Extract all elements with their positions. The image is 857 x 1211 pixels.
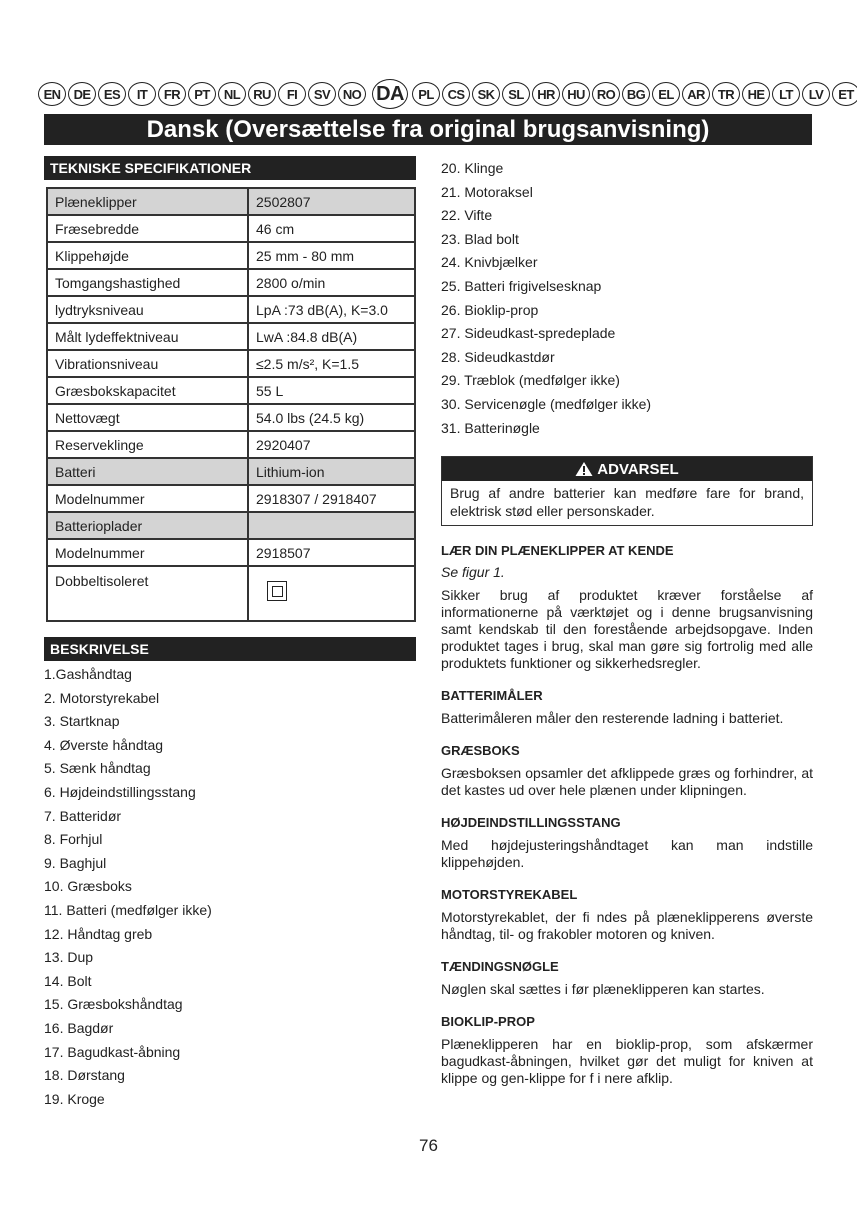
spec-label: Græsbokskapacitet: [47, 377, 248, 404]
spec-label: Fræsebredde: [47, 215, 248, 242]
list-item: 16. Bagdør: [44, 1019, 114, 1036]
lang-sv[interactable]: SV: [308, 82, 336, 106]
figure-reference: Se figur 1.: [441, 564, 505, 580]
list-item: 20. Klinge: [441, 160, 504, 176]
table-row: [47, 242, 415, 269]
warning-header: [442, 457, 812, 481]
spec-value: 54.0 lbs (24.5 kg): [248, 404, 415, 431]
page-number: 76: [419, 1136, 438, 1155]
lang-el[interactable]: EL: [652, 82, 680, 106]
spec-label: lydtryksniveau: [47, 296, 248, 323]
spec-value: 46 cm: [248, 215, 415, 242]
table-row: [47, 431, 415, 458]
table-row: [47, 512, 415, 539]
lang-it[interactable]: IT: [128, 82, 156, 106]
spec-value: 2920407: [248, 431, 415, 458]
spec-value: LpA :73 dB(A), K=3.0: [248, 296, 415, 323]
spec-label: Reserveklinge: [47, 431, 248, 458]
warning-text: Brug af andre batterier kan medføre fare for brand, elektrisk stød eller personskader.: [450, 485, 804, 519]
warning-icon: [575, 461, 593, 477]
lang-hu[interactable]: HU: [562, 82, 590, 106]
lang-sl[interactable]: SL: [502, 82, 530, 106]
list-item: 6. Højdeindstillingsstang: [44, 783, 196, 800]
section-heading: GRÆSBOKS: [441, 743, 520, 758]
list-item: 31. Batterinøgle: [441, 419, 540, 436]
section-heading: BIOKLIP-PROP: [441, 1014, 535, 1029]
lang-lt[interactable]: LT: [772, 82, 800, 106]
section-text: Motorstyrekablet, der fi ndes på plæneklipperens øverste håndtag, til- og frakobler motoren og kniven.: [441, 909, 813, 942]
lang-tr[interactable]: TR: [712, 82, 740, 106]
list-item: 25. Batteri frigivelsesknap: [441, 277, 602, 294]
list-item: 14. Bolt: [44, 972, 92, 989]
list-item: 8. Forhjul: [44, 831, 103, 848]
specs-table: [46, 187, 416, 622]
list-item: 11. Batteri (medfølger ikke): [44, 901, 212, 918]
table-row: [47, 350, 415, 377]
spec-label: Tomgangshastighed: [47, 269, 248, 296]
section-heading: MOTORSTYREKABEL: [441, 887, 578, 902]
features-section: [441, 543, 813, 1087]
spec-label: Batteri: [47, 458, 248, 485]
section-text: Batterimåleren måler den resterende ladning i batteriet.: [441, 710, 784, 726]
lang-ar[interactable]: AR: [682, 82, 710, 106]
double-insulated-icon: [267, 581, 287, 601]
list-item: 22. Vifte: [441, 207, 493, 224]
section-heading: HØJDEINDSTILLINGSSTANG: [441, 815, 621, 830]
parts-list-continued: [441, 158, 651, 441]
spec-value: 2800 o/min: [248, 269, 415, 296]
list-item: 29. Træblok (medfølger ikke): [441, 372, 620, 389]
table-row: [47, 404, 415, 431]
table-row: [47, 377, 415, 404]
spec-value: 2918307 / 2918407: [248, 485, 415, 512]
description-header: BESKRIVELSE: [44, 637, 416, 661]
lang-et[interactable]: ET: [832, 82, 857, 106]
list-item: 30. Servicenøgle (medfølger ikke): [441, 395, 652, 412]
lang-da-active[interactable]: DA: [372, 79, 408, 109]
parts-list: [44, 664, 212, 1112]
list-item: 4. Øverste håndtag: [44, 736, 164, 753]
spec-value: [248, 566, 415, 621]
list-item: 10. Græsboks: [44, 878, 132, 895]
spec-label: Modelnummer: [47, 539, 248, 566]
list-item: 12. Håndtag greb: [44, 925, 153, 942]
spec-value: [248, 512, 415, 539]
list-item: 13. Dup: [44, 949, 94, 966]
list-item: 3. Startknap: [44, 713, 120, 730]
lang-pt[interactable]: PT: [188, 82, 216, 106]
spec-label: Modelnummer: [47, 485, 248, 512]
know-text: Sikker brug af produktet kræver forståelse af informationerne på værktøjet og i denne brugsanvisning samt kendskab til den forestående arbejdsopgave. Inden produktet tages i brug, skal man gøre sig fortrolig med alle produktets funktioner og sikkerhedsregler.: [441, 587, 813, 671]
list-item: 28. Sideudkastdør: [441, 348, 555, 365]
list-item: 2. Motorstyrekabel: [44, 689, 160, 706]
spec-value: LwA :84.8 dB(A): [248, 323, 415, 350]
list-item: 1.Gashåndtag: [44, 666, 132, 682]
section-text: Nøglen skal sættes i før plæneklipperen kan startes.: [441, 981, 765, 997]
list-item: 21. Motoraksel: [441, 183, 533, 200]
list-item: 26. Bioklip-prop: [441, 301, 539, 318]
page-title: Dansk (Oversættelse fra original brugsanvisning): [44, 114, 812, 145]
spec-value: ≤2.5 m/s², K=1.5: [248, 350, 415, 377]
lang-he[interactable]: HE: [742, 82, 770, 106]
lang-hr[interactable]: HR: [532, 82, 560, 106]
lang-bg[interactable]: BG: [622, 82, 650, 106]
lang-no[interactable]: NO: [338, 82, 366, 106]
list-item: 19. Kroge: [44, 1090, 105, 1107]
lang-nl[interactable]: NL: [218, 82, 246, 106]
spec-value: 2918507: [248, 539, 415, 566]
table-row: [47, 485, 415, 512]
section-text: Plæneklipperen har en bioklip-prop, som afskærmer bagudkast-åbningen, hvilket gør det muligt for kniven at klippe og gen-klippe for f i nere afklip.: [441, 1036, 813, 1086]
list-item: 24. Knivbjælker: [441, 254, 538, 271]
list-item: 7. Batteridør: [44, 807, 122, 824]
spec-value: 25 mm - 80 mm: [248, 242, 415, 269]
lang-en[interactable]: EN: [38, 82, 66, 106]
list-item: 15. Græsbokshåndtag: [44, 996, 183, 1013]
table-row: [47, 188, 415, 215]
lang-cs[interactable]: CS: [442, 82, 470, 106]
know-heading: LÆR DIN PLÆNEKLIPPER AT KENDE: [441, 543, 674, 558]
list-item: 27. Sideudkast-spredeplade: [441, 325, 616, 342]
warning-box: [441, 456, 813, 526]
section-text: Græsboksen opsamler det afklippede græs og forhindrer, at det kastes ud over hele plænen under klipningen.: [441, 765, 813, 798]
spec-label: Plæneklipper: [47, 188, 248, 215]
lang-sk[interactable]: SK: [472, 82, 500, 106]
spec-label: Batterioplader: [47, 512, 248, 539]
spec-value: Lithium-ion: [248, 458, 415, 485]
table-row: [47, 566, 415, 621]
table-row: [47, 323, 415, 350]
list-item: 17. Bagudkast-åbning: [44, 1043, 181, 1060]
spec-label: Målt lydeffektniveau: [47, 323, 248, 350]
warning-title: ADVARSEL: [597, 460, 679, 478]
table-row: [47, 269, 415, 296]
lang-es[interactable]: ES: [98, 82, 126, 106]
specs-header: TEKNISKE SPECIFIKATIONER: [44, 156, 416, 180]
lang-de[interactable]: DE: [68, 82, 96, 106]
spec-label: Dobbeltisoleret: [47, 566, 248, 621]
spec-value: 55 L: [248, 377, 415, 404]
lang-ro[interactable]: RO: [592, 82, 620, 106]
lang-fi[interactable]: FI: [278, 82, 306, 106]
list-item: 5. Sænk håndtag: [44, 760, 151, 777]
table-row: [47, 458, 415, 485]
table-row: [47, 539, 415, 566]
lang-lv[interactable]: LV: [802, 82, 830, 106]
lang-ru[interactable]: RU: [248, 82, 276, 106]
list-item: 23. Blad bolt: [441, 230, 519, 247]
lang-pl[interactable]: PL: [412, 82, 440, 106]
section-heading: TÆNDINGSNØGLE: [441, 959, 559, 974]
table-row: [47, 215, 415, 242]
spec-label: Klippehøjde: [47, 242, 248, 269]
spec-label: Vibrationsniveau: [47, 350, 248, 377]
language-selector: [38, 80, 854, 108]
section-text: Med højdejusteringshåndtaget kan man indstille klippehøjden.: [441, 837, 813, 870]
list-item: 9. Baghjul: [44, 854, 107, 871]
spec-label: Nettovægt: [47, 404, 248, 431]
list-item: 18. Dørstang: [44, 1067, 125, 1084]
section-heading: BATTERIMÅLER: [441, 688, 543, 703]
table-row: [47, 296, 415, 323]
lang-fr[interactable]: FR: [158, 82, 186, 106]
spec-value: 2502807: [248, 188, 415, 215]
